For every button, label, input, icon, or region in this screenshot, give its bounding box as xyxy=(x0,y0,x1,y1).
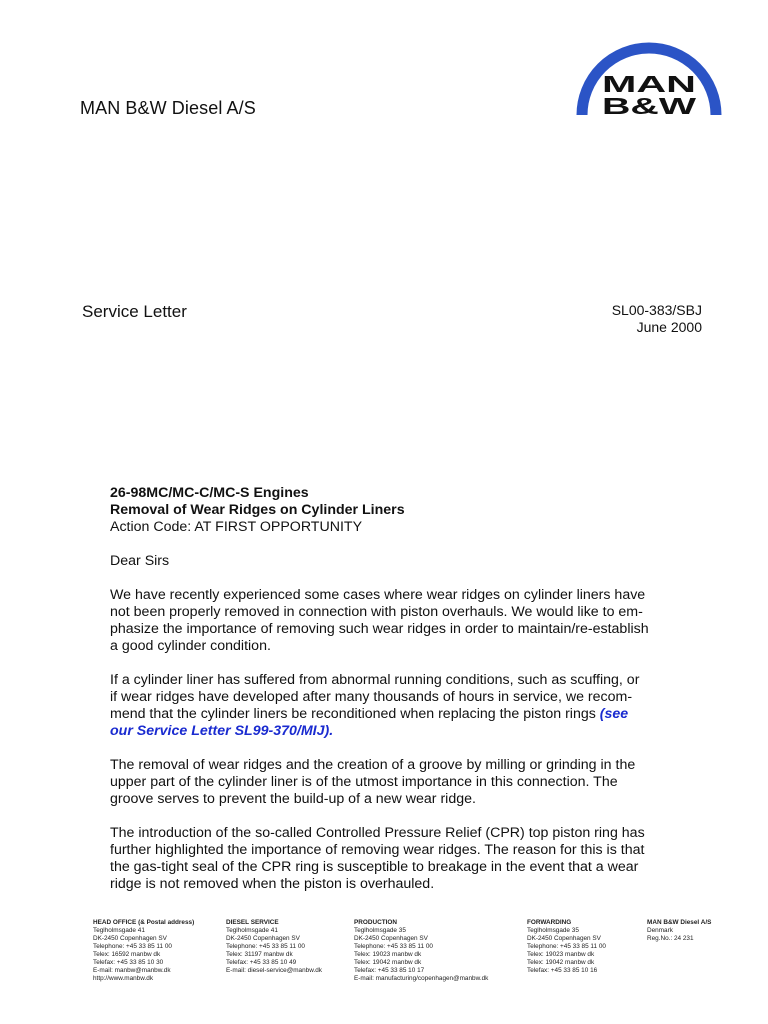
paragraph-4-line: ridge is not removed when the piston is overhauled. xyxy=(110,876,435,892)
paragraph-2-line: If a cylinder liner has suffered from abnormal running conditions, such as scuffing, or xyxy=(110,672,640,688)
footer-line: DK-2450 Copenhagen SV xyxy=(93,935,167,942)
footer-line: Telephone: +45 33 85 11 00 xyxy=(354,943,433,950)
footer-company xyxy=(647,919,711,943)
paragraph-1-line: a good cylinder condition. xyxy=(110,638,271,654)
footer-company-title: MAN B&W Diesel A/S xyxy=(647,919,712,926)
footer-line: Denmark xyxy=(647,927,673,934)
paragraph-1-line: We have recently experienced some cases where wear ridges on cylinder liners have xyxy=(110,587,646,603)
footer-line: Telephone: +45 33 85 11 00 xyxy=(226,943,305,950)
paragraph-2 xyxy=(110,672,710,740)
company-name: MAN B&W Diesel A/S xyxy=(80,98,256,118)
logo-text-man: MAN xyxy=(602,71,696,97)
paragraph-3-line: upper part of the cylinder liner is of the utmost importance in this connection. The xyxy=(110,774,618,790)
footer-forwarding-title: FORWARDING xyxy=(527,919,572,926)
service-letter-reference-link-cont[interactable]: our Service Letter SL99-370/MIJ). xyxy=(110,723,334,739)
letter-date: June 2000 xyxy=(636,319,702,335)
footer-line: Telex: 19042 manbw dk xyxy=(527,959,595,966)
engine-types: 26-98MC/MC-C/MC-S Engines xyxy=(110,485,309,501)
footer-line: DK-2450 Copenhagen SV xyxy=(226,935,300,942)
footer-line: Telefax: +45 33 85 10 49 xyxy=(226,959,297,966)
paragraph-1-line: not been properly removed in connection with piston overhauls. We would like to em- xyxy=(110,604,643,620)
footer-line: Telex: 19042 manbw dk xyxy=(354,959,422,966)
salutation: Dear Sirs xyxy=(110,553,170,569)
footer-production-title: PRODUCTION xyxy=(354,919,397,926)
paragraph-3-line: groove serves to prevent the build-up of a new wear ridge. xyxy=(110,791,476,807)
letter-subject: Removal of Wear Ridges on Cylinder Liners xyxy=(110,502,405,518)
footer-line: Teglholmsgade 35 xyxy=(527,927,579,934)
footer-line: Telephone: +45 33 85 11 00 xyxy=(527,943,606,950)
paragraph-4-line: the gas-tight seal of the CPR ring is susceptible to breakage in the event that a wear xyxy=(110,859,639,875)
footer-line: Telex: 19023 manbw dk xyxy=(527,951,595,958)
footer-production xyxy=(354,919,488,983)
footer-line: DK-2450 Copenhagen SV xyxy=(354,935,428,942)
paragraph-2-line: mend that the cylinder liners be reconditioned when replacing the piston rings xyxy=(110,706,600,722)
letter-body xyxy=(110,485,710,893)
footer-website[interactable]: http://www.manbw.dk xyxy=(93,975,154,982)
footer-line: Teglholmsgade 35 xyxy=(354,927,406,934)
footer-line: Telefax: +45 33 85 10 16 xyxy=(527,967,598,974)
man-bw-logo xyxy=(574,20,724,120)
reference-number: SL00-383/SBJ xyxy=(611,302,702,318)
footer-line: Teglholmsgade 41 xyxy=(226,927,278,934)
footer-email[interactable]: E-mail: manufacturing/copenhagen@manbw.dk xyxy=(354,975,489,982)
footer-line: DK-2450 Copenhagen SV xyxy=(527,935,601,942)
footer-line: Telex: 16592 manbw dk xyxy=(93,951,161,958)
footer-line: Teglholmsgade 41 xyxy=(93,927,145,934)
paragraph-3 xyxy=(110,757,710,808)
footer-line: Telefax: +45 33 85 10 30 xyxy=(93,959,164,966)
footer-line: Telephone: +45 33 85 11 00 xyxy=(93,943,172,950)
document-type: Service Letter xyxy=(82,302,187,321)
footer-email[interactable]: E-mail: manbw@manbw.dk xyxy=(93,967,171,974)
footer-head-office xyxy=(93,919,194,983)
footer-email[interactable]: E-mail: diesel-service@manbw.dk xyxy=(226,967,322,974)
paragraph-1-line: phasize the importance of removing such wear ridges in order to maintain/re-establish xyxy=(110,621,649,637)
footer-forwarding xyxy=(527,919,606,975)
footer-line: Telex: 19023 manbw dk xyxy=(354,951,422,958)
footer-line: Telefax: +45 33 85 10 17 xyxy=(354,967,425,974)
footer-head-office-title: HEAD OFFICE (& Postal address) xyxy=(93,919,195,926)
footer-line: Reg.No.: 24 231 xyxy=(647,935,694,942)
paragraph-4-line: further highlighted the importance of removing wear ridges. The reason for this is that xyxy=(110,842,645,858)
logo-text-bw: B&W xyxy=(602,93,697,119)
footer-diesel-service-title: DIESEL SERVICE xyxy=(226,919,279,926)
paragraph-2-line: if wear ridges have developed after many thousands of hours in service, we recom- xyxy=(110,689,633,705)
paragraph-1 xyxy=(110,587,710,655)
service-letter-reference-link[interactable]: (see xyxy=(599,706,629,722)
paragraph-4-line: The introduction of the so-called Controlled Pressure Relief (CPR) top piston ring has xyxy=(110,825,645,841)
footer-line: Telex: 31197 manbw dk xyxy=(226,951,293,958)
footer-diesel-service xyxy=(226,919,322,975)
reference-block xyxy=(612,302,702,336)
paragraph-4 xyxy=(110,825,710,893)
action-code: Action Code: AT FIRST OPPORTUNITY xyxy=(110,519,363,535)
paragraph-3-line: The removal of wear ridges and the creation of a groove by milling or grinding in the xyxy=(110,757,636,773)
